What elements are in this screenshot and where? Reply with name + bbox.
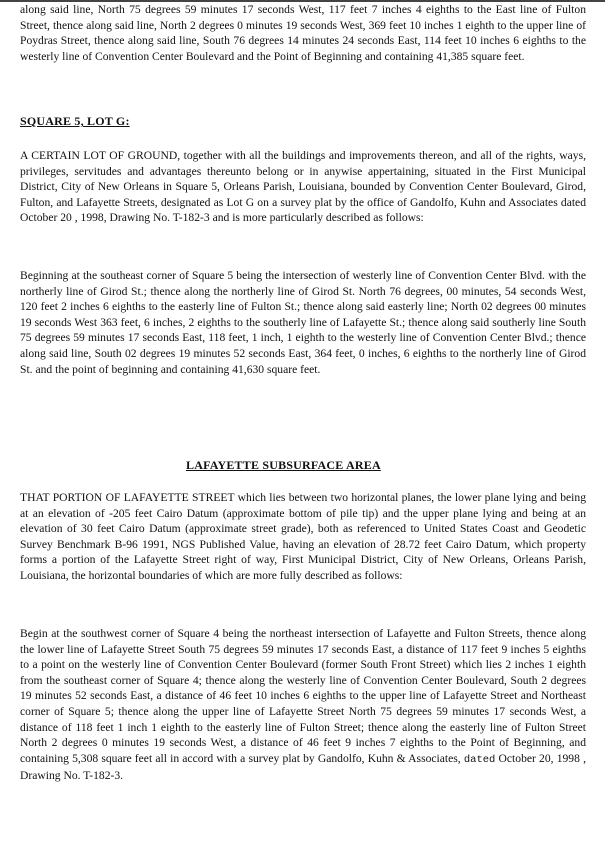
lafayette-description-paragraph: THAT PORTION OF LAFAYETTE STREET which lies between two horizontal planes, the lower plane lying and being at an elevation of -205 feet Cairo Datum (approximate bottom of pile tip) and the upper plane lying and being at an elevation of 30 feet Cairo Datum (approximate street grade), both as referenced to United States Coast and Geodetic Survey Benchmark B-96 1991, NGS Published Value, having an elevation of 28.72 feet Cairo Datum, which property forms a portion of the Lafayette Street right of way, First Municipal District, City of New Orleans, Orleans Parish, Louisiana, the horizontal boundaries of which are more fully described as follows: (20, 491, 586, 582)
lafayette-p2-date: October 20, 1998 (498, 751, 580, 765)
lafayette-p2-text: Begin at the southwest corner of Square 4 being the northeast intersection of Lafayette and Fulton Streets, thence along the lower line of Lafayette Street South 75 degrees 59 minutes 17 seconds East, a distance of 117 feet 9 inches 5 eighths to a point on the westerly line of Convention Center Boulevard (former South Front Street) which lies 2 inches 1 eighth from the southeast corner of Square 4; thence along the westerly line of Convention Center Boulevard, South 2 degrees 19 minutes 52 seconds East, a distance of 46 feet 10 inches 6 eighths to the upper line of Lafayette Street and Northeast corner of Square 5; thence along the upper line of Lafayette Street North 75 degrees 59 minutes 17 seconds West, a distance of 118 feet 1 inch 1 eighth to the easterly line of Fulton Street; thence along the easterly line of Fulton Street North 2 degrees 0 minutes 19 seconds West, a distance of 46 feet 9 inches 7 eighths to the Point of Beginning, and containing 5,308 square feet all in accord with a survey plat by Gandolfo, Kuhn & Associates, (20, 627, 586, 765)
intro-tail-paragraph: along said line, North 75 degrees 59 minutes 17 seconds West, 117 feet 7 inches 4 eighths to the East line of Fulton Street, thence along said line, North 2 degrees 0 minutes 19 seconds West, 369 feet 10 inches 1 eighth to the upper line of Poydras Street, thence along said line, South 76 degrees 14 minutes 24 seconds East, 114 feet 10 inches 6 eighths to the westerly line of Convention Center Boulevard and the Point of Beginning and containing 41,385 square feet. (20, 3, 586, 63)
square5-p1-date: October 20 , 1998, (20, 211, 107, 225)
square5-p1-text-end: Drawing No. T-182-3 and is more particularly described as follows: (109, 211, 424, 225)
lafayette-boundary-paragraph (20, 626, 586, 784)
lafayette-p2-comma: , (583, 751, 586, 765)
lafayette-p2-drawing: Drawing No. T-182-3. (20, 769, 124, 783)
lafayette-subsurface-heading: LAFAYETTE SUBSURFACE AREA (186, 458, 381, 472)
square5-boundary-paragraph: Beginning at the southeast corner of Square 5 being the intersection of westerly line of Convention Center Blvd. with the northerly line of Girod St.; thence along the northerly line of Girod St. North 76 degrees, 00 minutes, 54 seconds West, 120 feet 2 inches 6 eighths to the easterly line of Fulton St.; thence along said easterly line; North 02 degrees 00 minutes 19 seconds West 363 feet, 6 inches, 2 eighths to the southerly line of Lafayette St.; thence along said southerly line South 75 degrees 59 minutes 17 seconds East, 118 feet, 1 inch, 1 eighth to the westerly line of Convention Center Blvd.; thence along said line, South 02 degrees 19 minutes 52 seconds East, 364 feet, 0 inches, 6 eighths to the northerly line of Girod St. and the point of beginning and containing 41,630 square feet. (20, 269, 586, 376)
square5-lot-g-heading: SQUARE 5, LOT G: (20, 114, 130, 128)
square5-description-paragraph (20, 148, 586, 226)
square5-p1-text: A CERTAIN LOT OF GROUND, together with all the buildings and improvements thereon, and all of the rights, ways, privileges, servitudes and advantages thereunto belong or in anywise appertaining, situated in the First Municipal District, City of New Orleans in Square 5, Orleans Parish, Louisiana, bounded by Convention Center Boulevard, Girod, Fulton, and Lafayette Streets, designated as Lot G on a survey plat by the office of Gandolfo, Kuhn and Associates dated (20, 149, 586, 209)
lafayette-p2-dated: dated (463, 753, 496, 766)
